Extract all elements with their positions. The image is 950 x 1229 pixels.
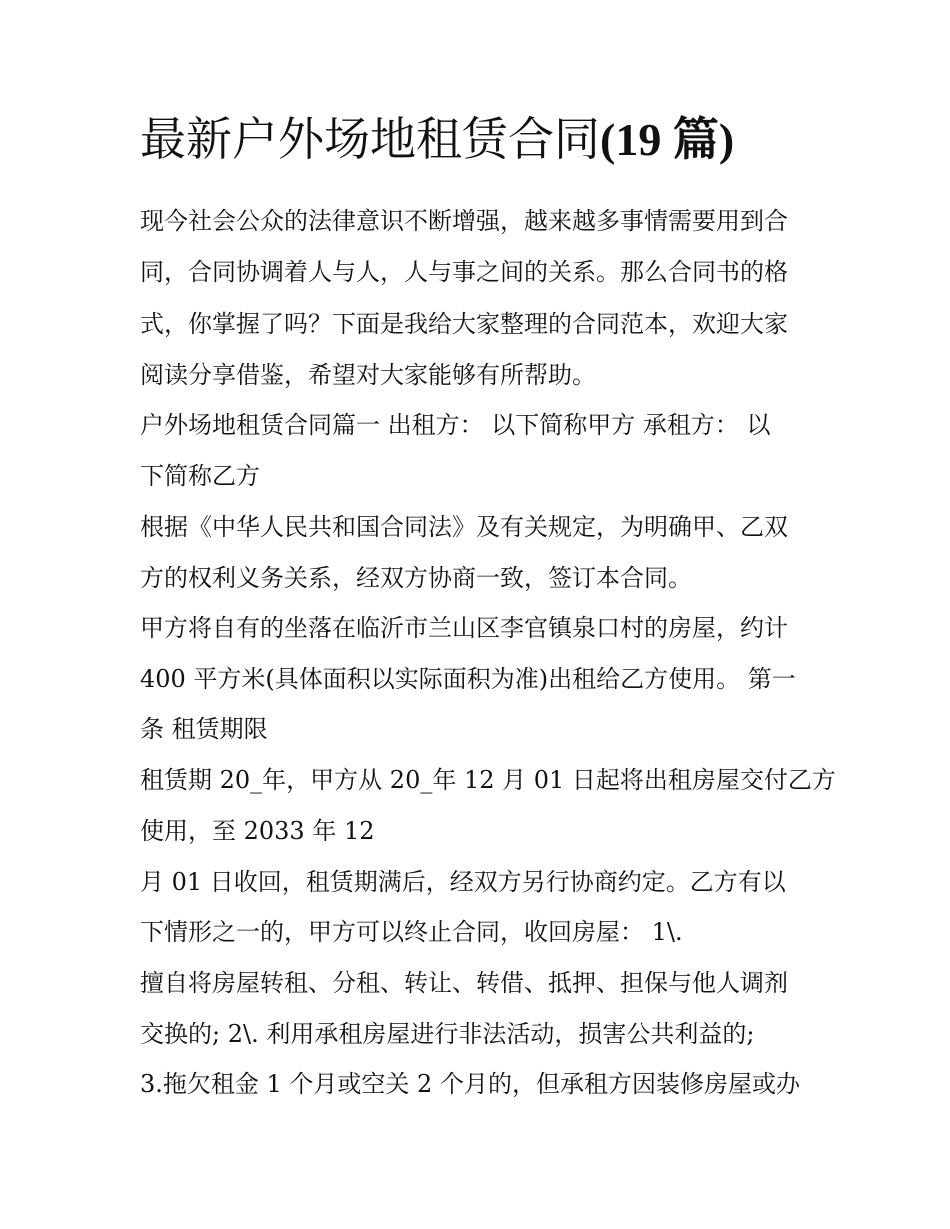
body-line: 根据《中华人民共和国合同法》及有关规定，为明确甲、乙双: [140, 513, 788, 541]
body-line: 现今社会公众的法律意识不断增强，越来越多事情需要用到合: [140, 207, 788, 235]
body-line: 户外场地租赁合同篇一 出租方： 以下简称甲方 承租方： 以: [140, 411, 771, 439]
title-main: 最新户外场地租赁合同: [140, 112, 600, 166]
body-line: 阅读分享借鉴，希望对大家能够有所帮助。: [140, 361, 596, 389]
body-line: 擅自将房屋转租、分租、转让、转借、抵押、担保与他人调剂: [140, 969, 788, 997]
body-line: 租赁期 20_年，甲方从 20_年 12 月 01 日起将出租房屋交付乙方: [140, 766, 836, 794]
body-line: 条 租赁期限: [140, 715, 268, 743]
body-line: 月 01 日收回，租赁期满后，经双方另行协商约定。乙方有以: [140, 868, 786, 896]
body-line: 甲方将自有的坐落在临沂市兰山区李官镇泉口村的房屋，约计: [140, 614, 788, 642]
body-line: 下情形之一的，甲方可以终止合同，收回房屋： 1\.: [140, 918, 683, 946]
body-line: 式，你掌握了吗？下面是我给大家整理的合同范本，欢迎大家: [140, 310, 788, 338]
body-line: 使用，至 2033 年 12: [140, 817, 375, 845]
body-line: 方的权利义务关系，经双方协商一致，签订本合同。: [140, 564, 692, 592]
title-count: (19 篇): [600, 114, 735, 165]
document-title: [140, 112, 734, 167]
body-line: 下简称乙方: [140, 462, 260, 490]
body-line: 同，合同协调着人与人，人与事之间的关系。那么合同书的格: [140, 258, 788, 286]
body-line: 400 平方米(具体面积以实际面积为准)出租给乙方使用。 第一: [140, 665, 796, 693]
body-line: 交换的; 2\. 利用承租房屋进行非法活动，损害公共利益的;: [140, 1020, 755, 1048]
body-line: 3.拖欠租金 1 个月或空关 2 个月的，但承租方因装修房屋或办: [140, 1070, 800, 1098]
